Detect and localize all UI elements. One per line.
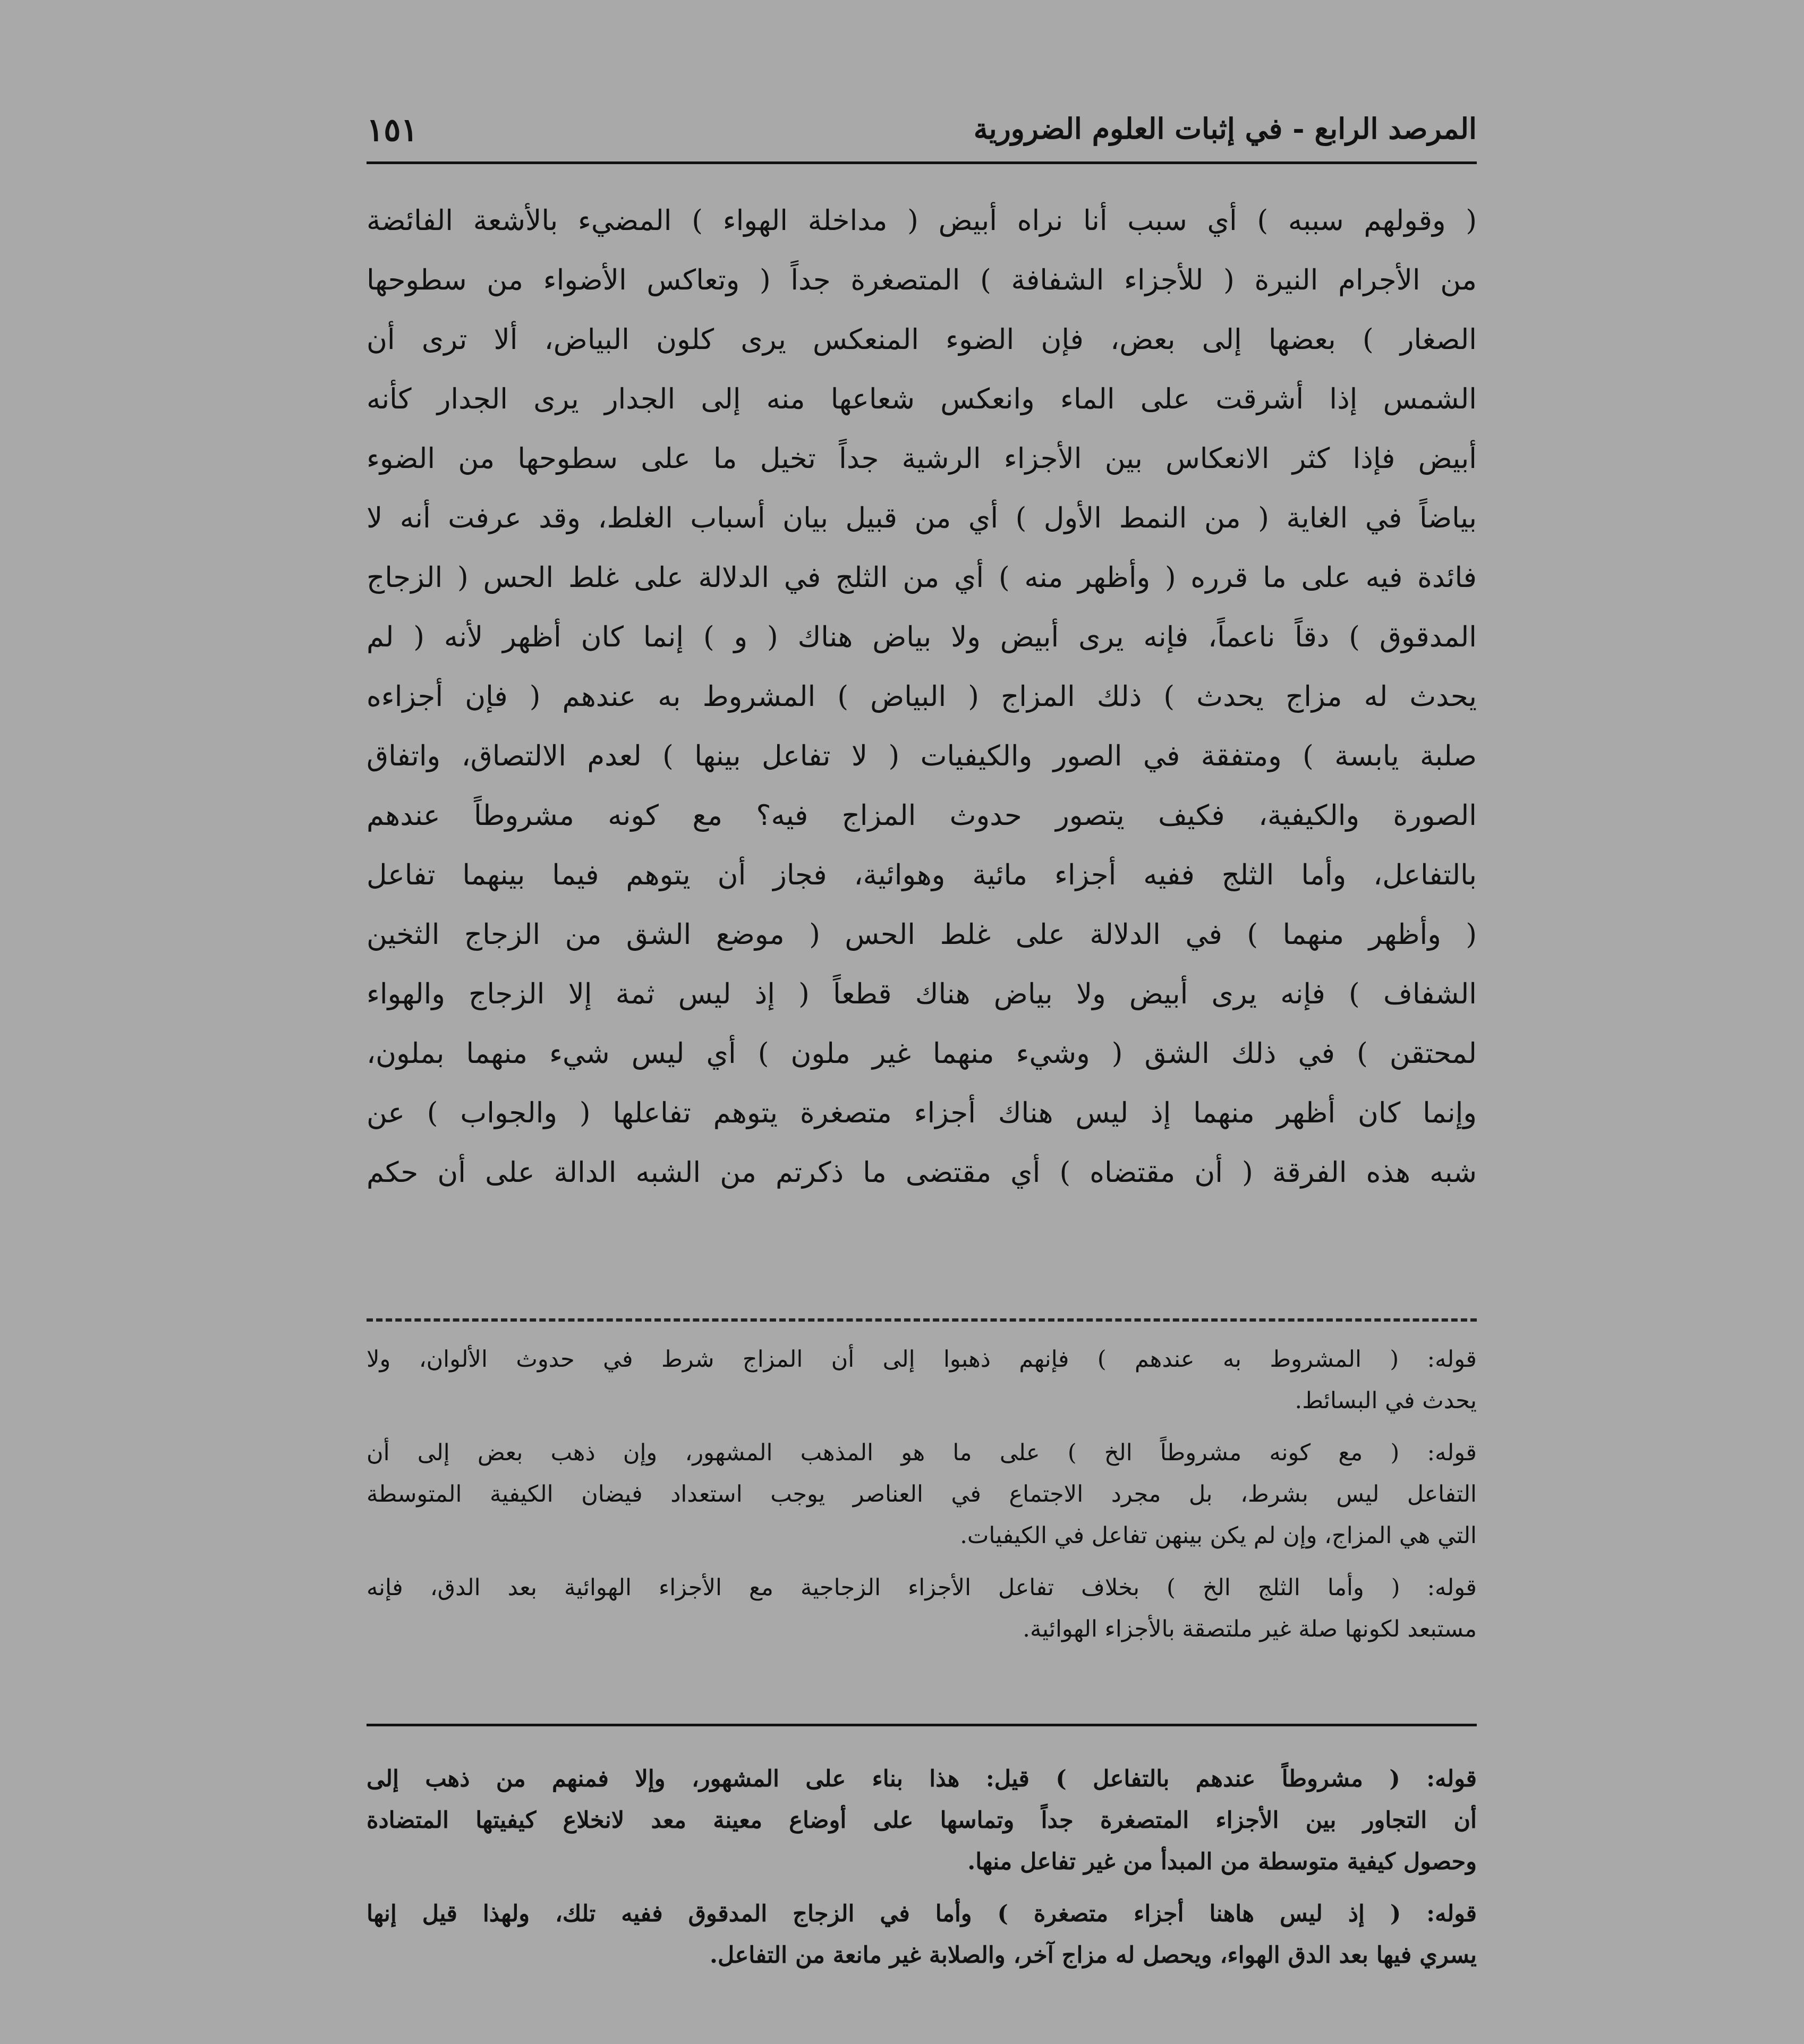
gloss-notes	[367, 1339, 1477, 1650]
footnote-line: وحصول كيفية متوسطة من المبدأ من غير تفاعل منها.	[967, 1849, 1477, 1875]
main-text-line: ( وقولهم سببه ) أي سبب أنا نراه أبيض ( مداخلة الهواء ) المضيء بالأشعة الفائضة	[367, 205, 1477, 237]
footnote-line: يسري فيها بعد الدق الهواء، ويحصل له مزاج آخر، والصلابة غير مانعة من التفاعل.	[710, 1942, 1477, 1969]
gloss-line: قوله: ( المشروط به عندهم ) فإنهم ذهبوا إلى أن المزاج شرط في حدوث الألوان، ولا	[367, 1346, 1477, 1373]
gloss-line: التفاعل ليس بشرط، بل مجرد الاجتماع في العناصر يوجب استعداد فيضان الكيفية المتوسطة	[367, 1481, 1477, 1508]
main-text-line: شبه هذه الفرقة ( أن مقتضاه ) أي مقتضى ما ذكرتم من الشبه الدالة على أن حكم	[367, 1156, 1477, 1189]
page-header	[367, 106, 1477, 162]
gloss-line: قوله: ( مع كونه مشروطاً الخ ) على ما هو المذهب المشهور، وإن ذهب بعض إلى أن	[367, 1440, 1477, 1466]
main-text-line: وإنما كان أظهر منهما إذ ليس هناك أجزاء متصغرة يتوهم تفاعلها ( والجواب ) عن	[367, 1097, 1477, 1129]
running-title: المرصد الرابع - في إثبات العلوم الضرورية	[973, 112, 1477, 146]
main-text-line: يحدث له مزاج يحدث ) ذلك المزاج ( البياض ) المشروط به عندهم ( فإن أجزاءه	[367, 680, 1477, 713]
main-text-line: بالتفاعل، وأما الثلج ففيه أجزاء مائية وهوائية، فجاز أن يتوهم فيما بينهما تفاعل	[367, 859, 1477, 891]
book-page	[367, 106, 1477, 1969]
footnote-separator	[367, 1724, 1477, 1726]
main-text-line: الصورة والكيفية، فكيف يتصور حدوث المزاج فيه؟ مع كونه مشروطاً عندهم	[367, 799, 1477, 832]
main-text-line: الشفاف ) فإنه يرى أبيض ولا بياض هناك قطعاً ( إذ ليس ثمة إلا الزجاج والهواء	[367, 978, 1477, 1010]
main-text-line: المدقوق ) دقاً ناعماً، فإنه يرى أبيض ولا بياض هناك ( و ) إنما كان أظهر لأنه ( لم	[367, 621, 1477, 653]
main-text-line: الصغار ) بعضها إلى بعض، فإن الضوء المنعكس يرى كلون البياض، ألا ترى أن	[367, 323, 1477, 356]
page-number: ١٥١	[367, 112, 418, 149]
header-rule	[367, 161, 1477, 164]
footnote-line: قوله: ( إذ ليس هاهنا أجزاء متصغرة ) وأما في الزجاج المدقوق ففيه تلك، ولهذا قيل إنها	[367, 1901, 1477, 1927]
note-gap	[367, 1556, 1477, 1567]
main-text-line: ( وأظهر منهما ) في الدلالة على غلط الحس ( موضع الشق من الزجاج الثخين	[367, 918, 1477, 951]
gloss-line: يحدث في البسائط.	[1295, 1387, 1477, 1414]
footnote-line: قوله: ( مشروطاً عندهم بالتفاعل ) قيل: هذا بناء على المشهور، وإلا فمنهم من ذهب إلى	[367, 1766, 1477, 1792]
gloss-line: قوله: ( وأما الثلج الخ ) بخلاف تفاعل الأجزاء الزجاجية مع الأجزاء الهوائية بعد الدق، فإنه	[367, 1574, 1477, 1601]
main-text-line: أبيض فإذا كثر الانعكاس بين الأجزاء الرشية جداً تخيل ما على سطوحها من الضوء	[367, 442, 1477, 475]
note-gap	[367, 1421, 1477, 1432]
main-text-line: بياضاً في الغاية ( من النمط الأول ) أي من قبيل بيان أسباب الغلط، وقد عرفت أنه لا	[367, 502, 1477, 534]
main-text-line: فائدة فيه على ما قرره ( وأظهر منه ) أي من الثلج في الدلالة على غلط الحس ( الزجاج	[367, 561, 1477, 594]
gloss-line: مستبعد لكونها صلة غير ملتصقة بالأجزاء الهوائية.	[1023, 1616, 1477, 1642]
gloss-line: التي هي المزاج، وإن لم يكن بينهن تفاعل في الكيفيات.	[960, 1522, 1477, 1549]
main-text-line: لمحتقن ) في ذلك الشق ( وشيء منهما غير ملون ) أي ليس شيء منهما بملون،	[367, 1037, 1477, 1070]
main-text-line: من الأجرام النيرة ( للأجزاء الشفافة ) المتصغرة جداً ( وتعاكس الأضواء من سطوحها	[367, 264, 1477, 296]
main-text-line: الشمس إذا أشرقت على الماء وانعكس شعاعها منه إلى الجدار يرى الجدار كأنه	[367, 383, 1477, 415]
note-gap	[367, 1883, 1477, 1893]
footnote-line: أن التجاور بين الأجزاء المتصغرة جداً وتماسها على أوضاع معينة معد لانخلاع كيفيتها المتضادة	[367, 1807, 1477, 1834]
gloss-separator	[367, 1318, 1477, 1322]
footnotes	[367, 1758, 1477, 1976]
main-text	[367, 191, 1477, 1203]
main-text-line: صلبة يابسة ) ومتفقة في الصور والكيفيات ( لا تفاعل بينها ) لعدم الالتصاق، واتفاق	[367, 740, 1477, 772]
